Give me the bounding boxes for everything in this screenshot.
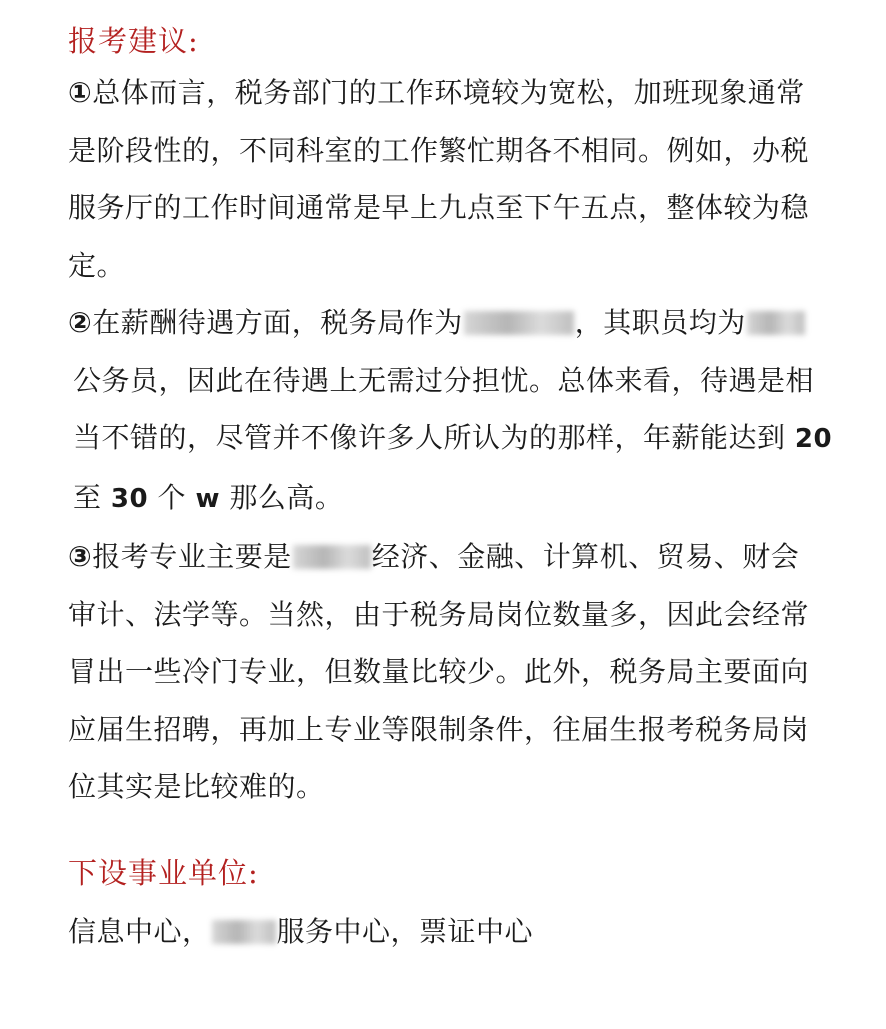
paragraph-1: ①总体而言，税务部门的工作环境较为宽松，加班现象通常 是阶段性的，不同科室的工作繁忙期各不相同。例如，办税 服务厅的工作时间通常是早上九点至下午五点，整体较为稳 定。 <box>68 76 810 282</box>
heading-subordinate-units: 下设事业单位: <box>68 855 259 890</box>
marker-3: ③ <box>68 540 93 573</box>
document-page <box>68 18 833 962</box>
paragraph-2: ②在薪酬待遇方面，税务局作为 ，其职员均为 公务员，因此在待遇上无需过分担忧。总体来看，待遇是相 当不错的，尽管并不像许多人所认为的那样，年薪能达到 20 至 30 个 w 那么高。 <box>68 306 833 514</box>
redacted-blur <box>747 311 805 335</box>
units-list: 信息中心， 服务中心，票证中心 <box>68 914 534 948</box>
subordinate-units-section <box>68 844 828 962</box>
heading-suggestions: 报考建议: <box>68 24 199 58</box>
redacted-blur <box>464 311 574 335</box>
paragraph-3: ③报考专业主要是 经济、金融、计算机、贸易、财会 审计、法学等。当然，由于税务局岗位数量多，因此会经常 冒出一些冷门专业，但数量比较少。此外，税务局主要面向 应届生招聘，再加上专业等限制条件，往届生报考税务局岗 位其实是比较难的。 <box>68 540 810 803</box>
marker-2: ② <box>68 306 93 339</box>
marker-1: ① <box>68 76 93 109</box>
redacted-blur <box>293 545 371 569</box>
redacted-blur <box>212 920 276 944</box>
